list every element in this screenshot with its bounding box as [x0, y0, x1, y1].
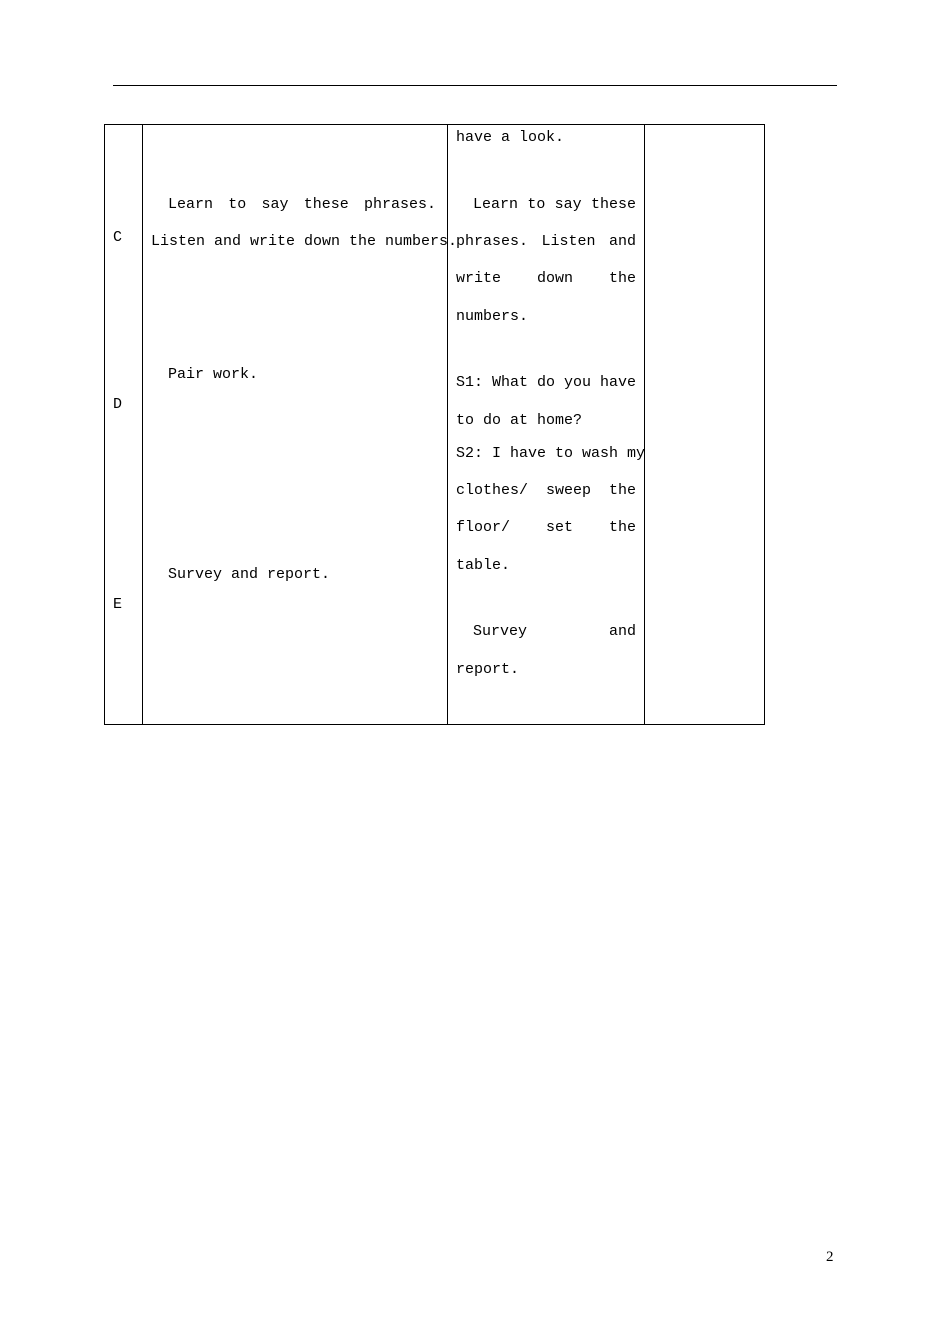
step-label-d: D	[113, 396, 123, 413]
student-e-line-2: report.	[456, 661, 520, 678]
page-number: 2	[826, 1249, 834, 1265]
student-c-line-4: numbers.	[456, 308, 529, 325]
column-divider	[142, 124, 143, 725]
word: What	[491, 374, 528, 391]
student-c-line-3	[456, 270, 636, 287]
word: you	[563, 374, 591, 391]
word: Listen	[541, 233, 596, 250]
word: the	[608, 519, 636, 536]
student-top-text: have a look.	[456, 129, 565, 146]
column-divider	[644, 124, 645, 725]
student-d-s2-line-3	[456, 519, 636, 536]
word: write	[456, 270, 502, 287]
word: phrases.	[456, 233, 529, 250]
word: down	[536, 270, 573, 287]
word: S1:	[456, 374, 484, 391]
word: the	[608, 270, 636, 287]
teacher-c-line-2: Listen and write down the numbers.	[151, 233, 458, 250]
teacher-e-text: Survey and report.	[168, 566, 331, 583]
word: to	[228, 196, 247, 213]
word: and	[608, 233, 636, 250]
word: Learn	[168, 196, 214, 213]
word: to	[527, 196, 546, 213]
student-d-s1-line-2: to do at home?	[456, 412, 583, 429]
word: phrases.	[363, 196, 436, 213]
word: floor/	[456, 519, 511, 536]
student-c-line-2	[456, 233, 636, 250]
student-d-s2-line-4: table.	[456, 557, 511, 574]
student-d-s1-line-1	[456, 374, 636, 391]
header-rule	[113, 85, 837, 86]
word: Learn	[473, 196, 519, 213]
student-d-s2-line-1: S2: I have to wash my	[456, 445, 646, 462]
word: these	[590, 196, 636, 213]
column-divider	[447, 124, 448, 725]
lesson-table	[104, 124, 765, 725]
word: clothes/	[456, 482, 529, 499]
word: the	[608, 482, 636, 499]
word: say	[261, 196, 289, 213]
student-c-line-1	[473, 196, 636, 213]
word: have	[599, 374, 636, 391]
teacher-d-text: Pair work.	[168, 366, 259, 383]
teacher-c-line-1	[168, 196, 436, 213]
word: say	[554, 196, 582, 213]
word: set	[545, 519, 573, 536]
word: do	[536, 374, 555, 391]
step-label-c: C	[113, 229, 123, 246]
word: sweep	[545, 482, 591, 499]
word: Survey	[473, 623, 528, 640]
step-label-e: E	[113, 596, 123, 613]
student-d-s2-line-2	[456, 482, 636, 499]
student-e-line-1	[473, 623, 636, 640]
word: these	[303, 196, 349, 213]
word: and	[608, 623, 636, 640]
